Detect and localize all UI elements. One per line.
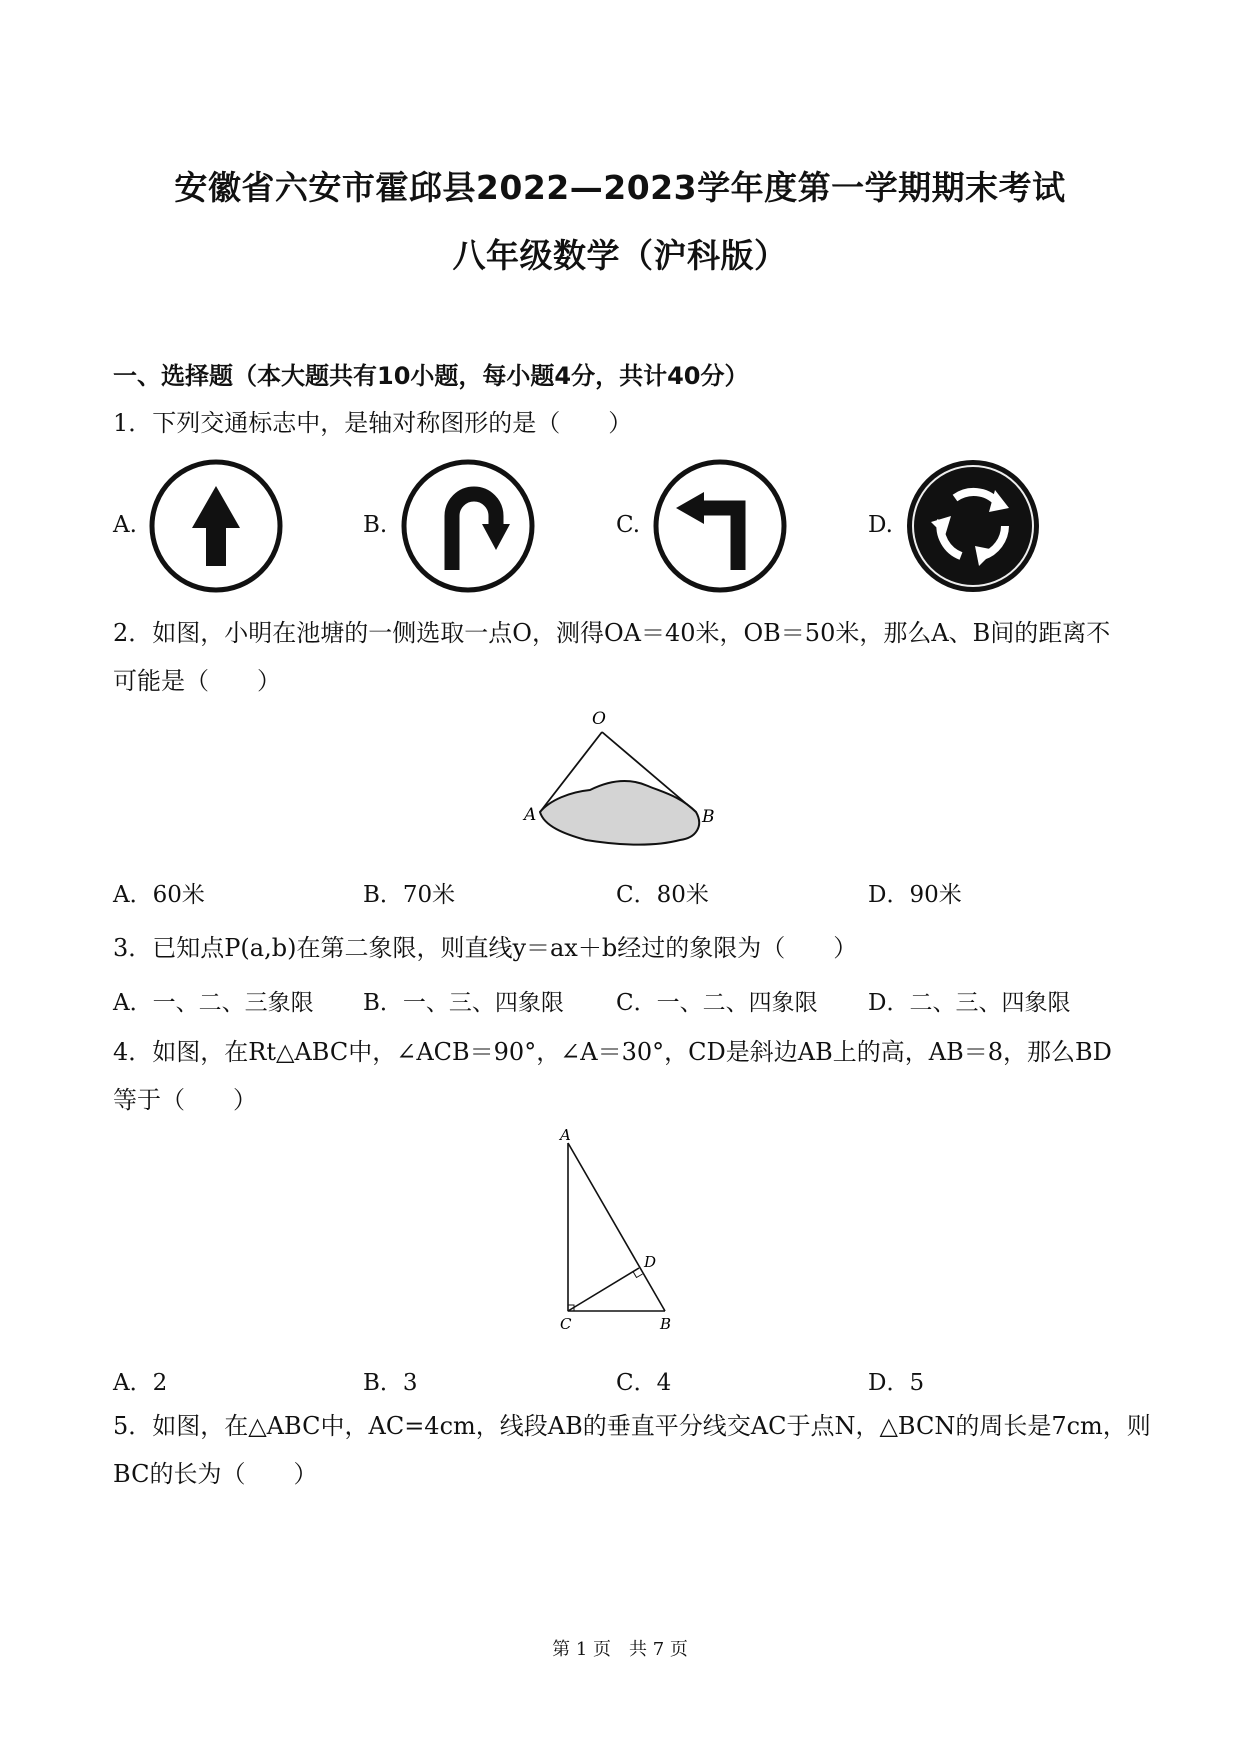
question-3-stem: 3．已知点P(a,b)在第二象限，则直线y＝ax＋b经过的象限为（ ） bbox=[113, 934, 858, 962]
vertex-a-label: A bbox=[560, 1126, 571, 1144]
q4-option-d: D．5 bbox=[868, 1370, 925, 1396]
q3-option-a: A．一、二、三象限 bbox=[113, 990, 314, 1016]
question-2-line-1: 2．如图，小明在池塘的一侧选取一点O，测得OA＝40米，OB＝50米，那么A、B间的距离不 bbox=[113, 619, 1111, 647]
segment-cd bbox=[568, 1268, 639, 1311]
q1-option-c-label: C. bbox=[616, 512, 641, 538]
question-5-line-2: BC的长为（ ） bbox=[113, 1460, 318, 1488]
q4-option-a: A．2 bbox=[113, 1370, 168, 1396]
q1-option-a-label: A. bbox=[113, 512, 137, 538]
q2-option-a: A．60米 bbox=[113, 882, 205, 908]
vertex-b-label: B bbox=[660, 1315, 672, 1333]
vertex-c-label: C bbox=[560, 1315, 572, 1333]
roundabout-sign-icon bbox=[905, 458, 1041, 594]
question-5-line-1: 5．如图，在△ABC中，AC=4cm，线段AB的垂直平分线交AC于点N，△BCN的周长是7cm，则 bbox=[113, 1412, 1151, 1440]
q3-option-d: D．二、三、四象限 bbox=[868, 990, 1071, 1016]
q1-option-b-label: B. bbox=[363, 512, 388, 538]
right-triangle-figure bbox=[550, 1125, 680, 1335]
q2-option-b: B．70米 bbox=[363, 882, 456, 908]
page-footer: 第 1 页 共 7 页 bbox=[552, 1639, 688, 1660]
exam-subtitle: 八年级数学（沪科版） bbox=[452, 236, 788, 275]
left-turn-sign-icon bbox=[652, 458, 788, 594]
right-angle-mark-d bbox=[633, 1272, 643, 1278]
q3-option-c: C．一、二、四象限 bbox=[616, 990, 818, 1016]
q1-option-d-label: D. bbox=[868, 512, 893, 538]
segment-ab bbox=[568, 1143, 665, 1311]
question-4-line-2: 等于（ ） bbox=[113, 1086, 257, 1114]
section-heading: 一、选择题（本大题共有10小题，每小题4分，共计40分） bbox=[113, 362, 749, 390]
exam-title: 安徽省六安市霍邱县2022—2023学年度第一学期期末考试 bbox=[174, 168, 1066, 207]
q2-option-c: C．80米 bbox=[616, 882, 709, 908]
question-4-line-1: 4．如图，在Rt△ABC中，∠ACB＝90°，∠A＝30°，CD是斜边AB上的高，AB＝8，那么BD bbox=[113, 1038, 1112, 1066]
question-2-line-2: 可能是（ ） bbox=[113, 667, 281, 695]
vertex-d-label: D bbox=[644, 1253, 657, 1271]
point-b-label: B bbox=[702, 807, 715, 827]
up-arrow-sign-icon bbox=[148, 458, 284, 594]
u-turn-sign-icon bbox=[400, 458, 536, 594]
question-1-stem: 1．下列交通标志中，是轴对称图形的是（ ） bbox=[113, 409, 633, 437]
q2-option-d: D．90米 bbox=[868, 882, 962, 908]
pond-shape bbox=[540, 781, 699, 845]
point-a-label: A bbox=[524, 805, 537, 825]
q3-option-b: B．一、三、四象限 bbox=[363, 990, 564, 1016]
point-o-label: O bbox=[592, 709, 606, 729]
pond-figure bbox=[520, 700, 720, 850]
q4-option-c: C．4 bbox=[616, 1370, 672, 1396]
q4-option-b: B．3 bbox=[363, 1370, 418, 1396]
